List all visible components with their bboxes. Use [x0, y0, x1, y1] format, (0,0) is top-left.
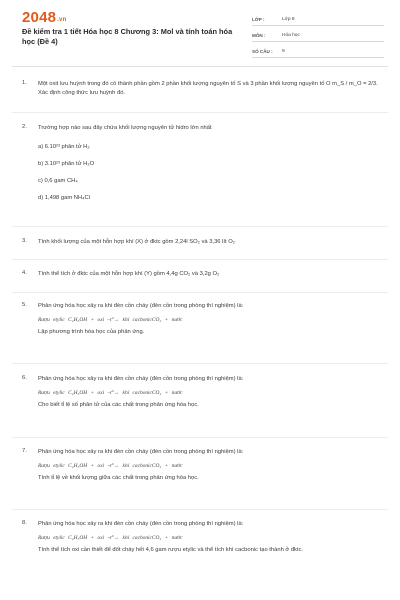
page-header — [0, 0, 400, 58]
question-separator — [12, 259, 388, 260]
reaction-equation: Rượu etylic C₂H₅OH + oxi –t°→ khí cacbonicCO₂ + nước — [38, 463, 183, 469]
question-5 — [22, 302, 382, 337]
question-text: Phản ứng hóa học xảy ra khi đèn cồn cháy (đèn cồn trong phòng thí nghiệm) là: — [38, 449, 244, 455]
question-separator — [12, 363, 388, 364]
logo-text: 2048 — [22, 9, 57, 26]
question-number: 1. — [22, 80, 27, 86]
question-6 — [22, 375, 382, 410]
question-text: Tính thể tích ở đktc của một hỗn hợp khí (Y) gồm 4,4g CO₂ và 3,2g O₂ — [38, 271, 220, 277]
meta-count-label: SỐ CÂU : — [252, 49, 273, 54]
question-8 — [22, 520, 382, 555]
question-number: 4. — [22, 270, 27, 276]
question-number: 6. — [22, 375, 27, 381]
meta-count-row — [252, 46, 384, 58]
question-text: Phản ứng hóa học xảy ra khi đèn cồn cháy (đèn cồn trong phòng thí nghiệm) là: — [38, 376, 244, 382]
option-d: d) 1,498 gam NH₄Cl — [38, 195, 90, 201]
option-a: a) 6.10²³ phân tử H₂ — [38, 144, 90, 150]
question-2 — [22, 124, 382, 203]
meta-subject-row — [252, 30, 384, 42]
meta-subject-label: MÔN : — [252, 33, 266, 38]
question-separator — [12, 509, 388, 510]
exam-title: Đề kiểm tra 1 tiết Hóa học 8 Chương 3: Mol và tính toán hóa học (Đề 4) — [22, 27, 233, 46]
question-text: Tính khối lượng của một hỗn hợp khí (X) ở đktc gồm 2,24l SO₂ và 3,36 lít O₂ — [38, 239, 236, 245]
question-subtask: Cho biết tỉ lệ số phân tử của các chất trong phản ứng hóa học. — [38, 402, 199, 408]
reaction-equation: Rượu etylic C₂H₅OH + oxi –t°→ khí cacbonicCO₂ + nước — [38, 390, 183, 396]
reaction-equation: Rượu etylic C₂H₅OH + oxi –t°→ khí cacbonicCO₂ + nước — [38, 535, 183, 541]
option-b: b) 3.10²³ phân tử H₂O — [38, 161, 95, 167]
question-number: 8. — [22, 520, 27, 526]
question-subtask: Lập phương trình hóa học của phản ứng. — [38, 329, 145, 335]
question-number: 3. — [22, 238, 27, 244]
meta-subject-value: Hóa học — [282, 33, 300, 38]
site-logo[interactable] — [22, 9, 66, 26]
meta-count-value: 9 — [282, 49, 285, 54]
meta-class-value: Lớp 8 — [282, 17, 295, 22]
question-text: Phản ứng hóa học xảy ra khi đèn cồn cháy (đèn cồn trong phòng thí nghiệm) là: — [38, 303, 244, 309]
reaction-equation: Rượu etylic C₂H₅OH + oxi –t°→ khí cacbonicCO₂ + nước — [38, 317, 183, 323]
question-text: Trường hợp nào sau đây chứa khối lượng nguyên tử hidro lớn nhất — [38, 125, 212, 131]
question-subtask: Tính tỉ lệ về khối lượng giữa các chất trong phản ứng hóa học. — [38, 475, 199, 481]
question-3 — [22, 238, 382, 247]
question-separator — [12, 292, 388, 293]
logo-suffix: .vn — [57, 17, 67, 23]
question-1 — [22, 80, 382, 98]
question-text: Một oxit lưu huỳnh trong đó có thành phần gồm 2 phần khối lượng nguyên tố S và 3 phần khối lượng nguyên tố O m_S / m_O = 2/3. Xác định công thức lưu huỳnh đó. — [38, 81, 378, 96]
question-4 — [22, 270, 382, 279]
header-divider — [12, 66, 388, 67]
question-text: Phản ứng hóa học xảy ra khi đèn cồn cháy (đèn cồn trong phòng thí nghiệm) là: — [38, 521, 244, 527]
question-separator — [12, 226, 388, 227]
meta-class-label: LỚP : — [252, 17, 265, 22]
question-subtask: Tính thể tích oxi cần thiết để đốt cháy hết 4,6 gam rượu etylic và thể tích khí cacbonic tạo thành ở đktc. — [38, 547, 304, 553]
question-separator — [12, 112, 388, 113]
exam-meta — [252, 14, 384, 62]
question-number: 2. — [22, 124, 27, 130]
question-separator — [12, 437, 388, 438]
meta-class-row — [252, 14, 384, 26]
question-7 — [22, 448, 382, 483]
question-number: 5. — [22, 302, 27, 308]
option-c: c) 0,6 gam CH₄ — [38, 178, 78, 184]
question-number: 7. — [22, 448, 27, 454]
